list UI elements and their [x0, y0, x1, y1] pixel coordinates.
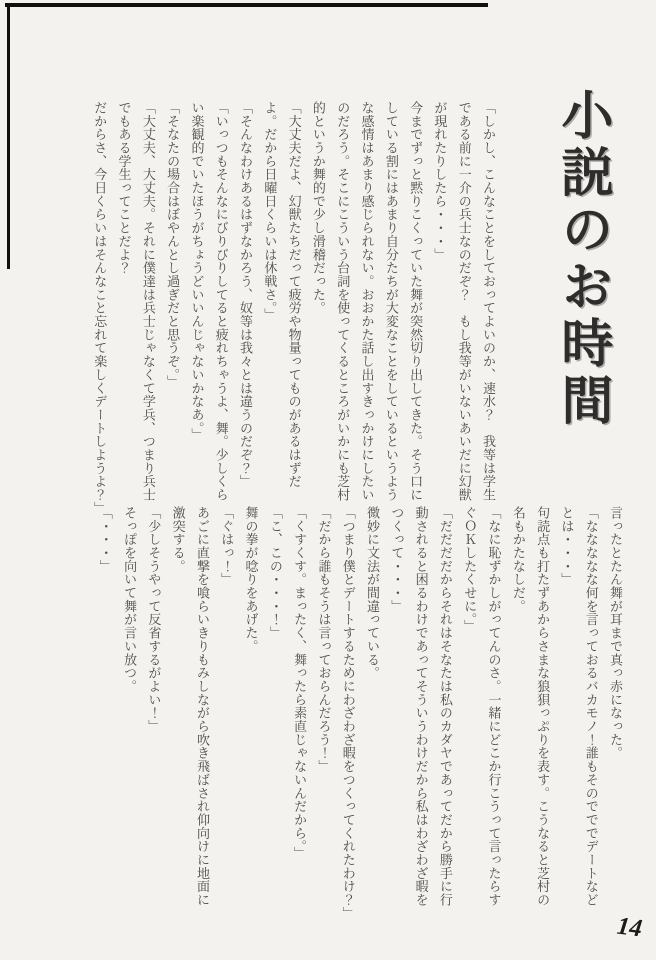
- paragraph: 「大丈夫だよ、幻獣たちだって疲労や物量ってものがあるはずだよ。だから日曜日くらいは休戦さ。」: [262, 101, 302, 489]
- paragraph: 今までずっと黙りこくっていた舞が突然切り出してきた。そう口にしている割にはあまり自分たちが大変なことをしているというような感情はあまり感じられない。おおかた話し出すきっかけにしたいのだろう。そこにこういう台詞を使ってくるところがいかにも芝村的というか舞的で少し滑稽だった。: [310, 101, 424, 502]
- paragraph: 「こ、この・・・！」: [267, 506, 283, 640]
- frame-left-line: [7, 3, 10, 269]
- paragraph: だからさ、今日くらいはそんなこと忘れて楽しくデートしようよ？」: [92, 101, 108, 515]
- paragraph: 「少しそうやって反省するがよい！」: [146, 506, 162, 733]
- paragraph: 「くすくす。まったく、舞ったら素直じゃないんだから。」: [292, 506, 308, 860]
- paragraph: 句読点も打たずあからさまな狼狽っぷりを表す。こうなると芝村の名もかたなしだ。: [510, 506, 551, 907]
- paragraph: 「・・・」: [97, 506, 113, 573]
- page-number: 14: [615, 912, 644, 943]
- paragraph: 「しかし、こんなことをしておってよいのか、速水？ 我等は学生である前に一介の兵士なのだぞ？ もし我等がいないあいだに幻獣が現れたりしたら・・・」: [432, 101, 496, 502]
- paragraph: 舞の拳が唸りをあげた。: [243, 506, 259, 653]
- frame-top-line: [5, 3, 488, 7]
- paragraph: 「だから誰もそうは言っておらんだろう！」: [316, 506, 332, 773]
- paragraph: あごに直撃を喰らいきりもみしながら吹き飛ばされ仰向けに地面に激突する。: [170, 506, 210, 907]
- paragraph: 「つまり僕とデートするためにわざわざ暇をつくってくれたわけ？」: [340, 506, 356, 920]
- paragraph: 「だだだだからそれはそなたは私のカダヤであってだから勝手に行動されると困るわけであってそういうわけだから私はわざわざ暇をつくって・・・」: [389, 506, 453, 907]
- paragraph: 「ぐはっ！」: [219, 506, 235, 587]
- paragraph: 「そなたの場合はぼやんとし過ぎだと思うぞ。」: [165, 101, 181, 389]
- paragraph: 微妙に文法が間違っている。: [365, 506, 381, 680]
- upper-text-block: [87, 101, 500, 515]
- paragraph: そっぽを向いて舞が言い放つ。: [122, 506, 138, 693]
- page-title: 小説のお時間: [553, 88, 610, 430]
- paragraph: 「ななななな何を言っておるバカモノ！誰もそのでででデートなどとは・・・」: [559, 506, 599, 907]
- paragraph: 「いっつもそんなにびりびりしてると疲れちゃうよ、舞。少しくらい楽観的でいたほうがちょうどいいんじゃないかなあ。」: [189, 101, 229, 502]
- paragraph: 言ったとたん舞が耳まで真っ赤になった。: [608, 506, 623, 760]
- lower-text-block: [92, 506, 627, 920]
- paragraph: 「なに恥ずかしがってんのさ。一緒にどこか行こうって言ったらすぐＯＫしたくせに。」: [462, 506, 502, 907]
- paragraph: 「そんなわけあるはずなかろう、奴等は我々とは違うのだぞ？」: [238, 101, 254, 489]
- paragraph: 「大丈夫、大丈夫。それに僕達は兵士じゃなくて学兵、つまり兵士でもある学生ってことだよ？: [116, 101, 156, 502]
